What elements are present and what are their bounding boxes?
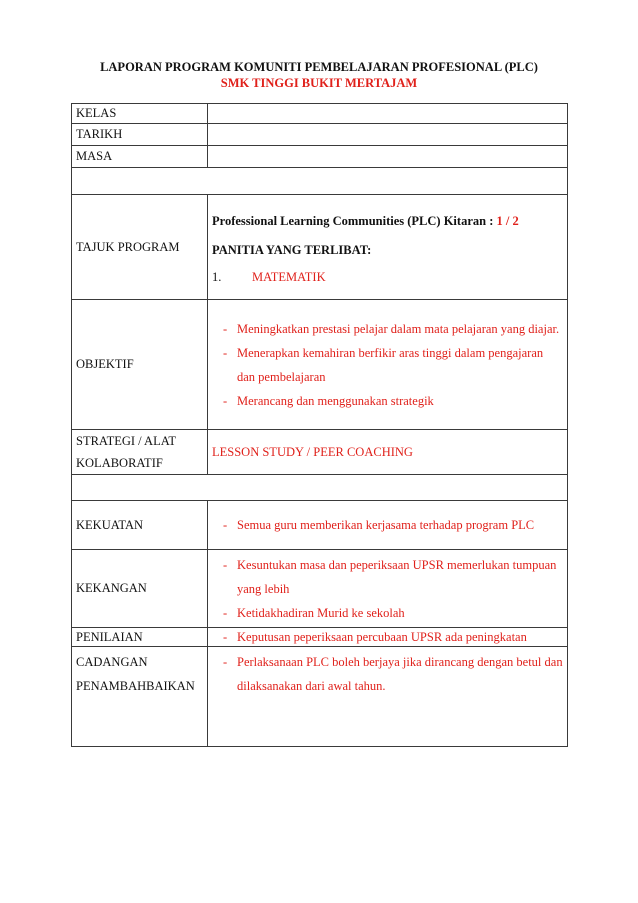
row-cadangan	[72, 647, 568, 747]
value-cadangan	[208, 647, 568, 747]
cadangan-list	[212, 650, 563, 698]
value-tarikh	[208, 124, 568, 146]
label-objektif: OBJEKTIF	[72, 300, 208, 430]
label-cadangan: CADANGAN PENAMBAHBAIKAN	[72, 647, 208, 747]
row-strategi	[72, 430, 568, 475]
value-objektif	[208, 300, 568, 430]
row-tajuk	[72, 195, 568, 300]
objektif-list	[212, 317, 563, 413]
label-tajuk: TAJUK PROGRAM	[72, 195, 208, 300]
list-item: - Keputusan peperiksaan percubaan UPSR ada peningkatan	[223, 629, 527, 644]
spacer-cell	[72, 475, 568, 501]
value-kekangan	[208, 550, 568, 628]
label-penilaian: PENILAIAN	[72, 628, 208, 647]
report-table	[71, 103, 568, 747]
panitia-name: MATEMATIK	[252, 269, 326, 284]
row-penilaian	[72, 628, 568, 647]
list-item: - Merancang dan menggunakan strategik	[223, 393, 434, 408]
row-objektif	[72, 300, 568, 430]
kekuatan-list	[212, 513, 563, 537]
row-tarikh	[72, 124, 568, 146]
plc-cycle-line	[212, 210, 563, 233]
label-kekangan: KEKANGAN	[72, 550, 208, 628]
value-penilaian	[208, 628, 568, 647]
spacer-cell	[72, 168, 568, 195]
value-masa	[208, 146, 568, 168]
list-item: - Kesuntukan masa dan peperiksaan UPSR memerlukan tumpuan yang lebih	[223, 557, 557, 596]
panitia-number: 1.	[212, 269, 222, 284]
value-strategi: LESSON STUDY / PEER COACHING	[208, 430, 568, 475]
label-kekuatan: KEKUATAN	[72, 501, 208, 550]
row-masa	[72, 146, 568, 168]
penilaian-list	[212, 629, 563, 646]
list-item: - Ketidakhadiran Murid ke sekolah	[223, 605, 405, 620]
panitia-item	[212, 266, 563, 289]
label-kelas: KELAS	[72, 104, 208, 124]
value-kelas	[208, 104, 568, 124]
label-strategi: STRATEGI / ALAT KOLABORATIF	[72, 430, 208, 475]
row-kekangan	[72, 550, 568, 628]
school-name: SMK TINGGI BUKIT MERTAJAM	[220, 76, 418, 90]
panitia-heading: PANITIA YANG TERLIBAT:	[212, 242, 372, 257]
list-item: - Perlaksanaan PLC boleh berjaya jika dirancang dengan betul dan dilaksanakan dari awal tahun.	[223, 655, 563, 693]
row-kekuatan	[72, 501, 568, 550]
value-kekuatan	[208, 501, 568, 550]
label-masa: MASA	[72, 146, 208, 168]
list-item: - Meningkatkan prestasi pelajar dalam mata pelajaran yang diajar.	[223, 321, 560, 336]
plc-cycle-value: 1 / 2	[496, 213, 519, 228]
row-kelas	[72, 104, 568, 124]
report-title: LAPORAN PROGRAM KOMUNITI PEMBELAJARAN PROFESIONAL (PLC)	[100, 60, 538, 74]
plc-cycle-prefix: Professional Learning Communities (PLC) Kitaran :	[212, 213, 497, 228]
row-spacer-2	[72, 475, 568, 501]
list-item: - Semua guru memberikan kerjasama terhadap program PLC	[223, 518, 535, 532]
value-tajuk	[208, 195, 568, 300]
list-item: - Menerapkan kemahiran berfikir aras tinggi dalam pengajaran dan pembelajaran	[223, 345, 544, 384]
kekangan-list	[212, 553, 563, 625]
row-spacer-1	[72, 168, 568, 195]
label-tarikh: TARIKH	[72, 124, 208, 146]
